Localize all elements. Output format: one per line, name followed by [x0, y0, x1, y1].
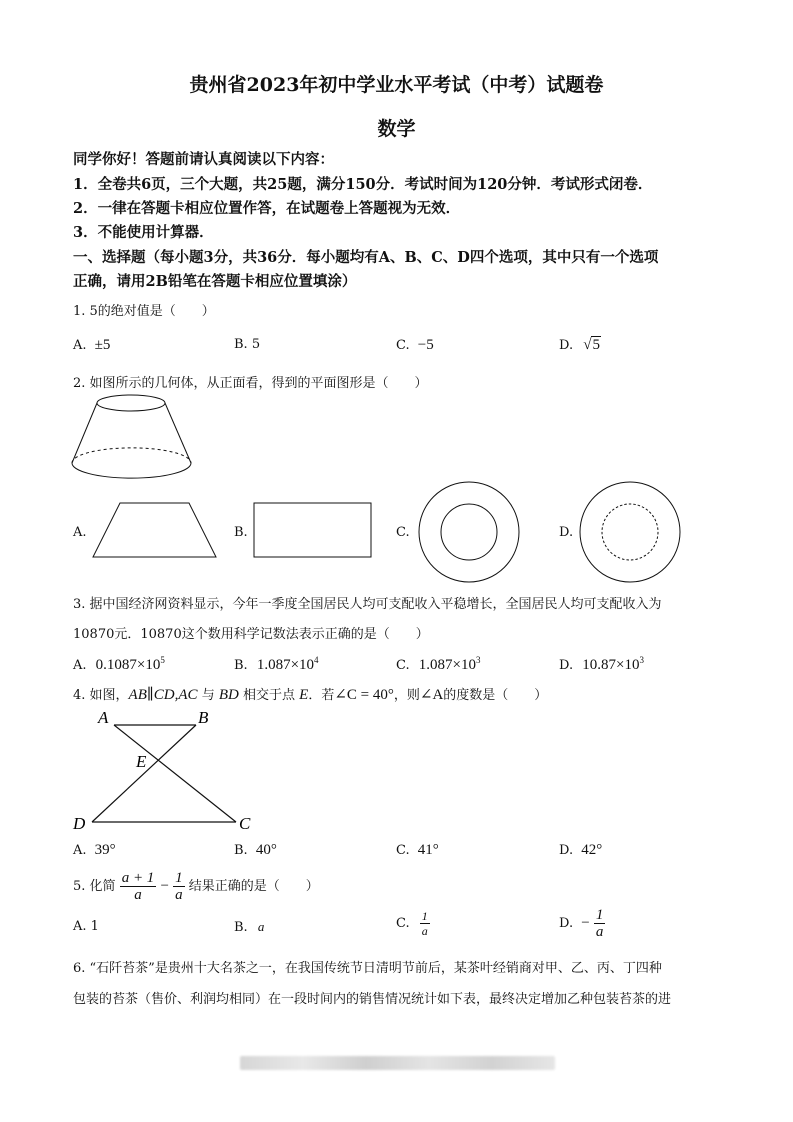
q5-fraction-1-numerator: a + 1	[121, 870, 155, 886]
notice-item-3: 3．不能使用计算器．	[73, 224, 214, 241]
q5-option-d-numerator: 1	[595, 907, 604, 923]
q5-fraction-1	[120, 870, 157, 903]
q4-option-b	[234, 842, 277, 859]
q4-option-c-label: C.	[396, 843, 410, 858]
q4-stem-part: 4. 如图，	[73, 688, 129, 703]
sqrt-expression: √5	[583, 337, 600, 353]
q4-stem-part: 的度数是（ ）	[443, 688, 548, 703]
q3-option-b-base: 1.087×10	[256, 657, 315, 673]
q4-option-b-value: 40°	[255, 842, 277, 858]
q5-fraction-2	[173, 870, 185, 903]
subject-title: 数学	[377, 118, 416, 140]
frustum-left-edge	[72, 403, 97, 463]
q1-option-c-label: C.	[396, 338, 410, 353]
blurred-watermark	[240, 1056, 555, 1070]
q5-option-a: A. 1	[73, 919, 99, 934]
q5-option-b-value: a	[257, 919, 265, 934]
q4-option-b-label: B.	[234, 843, 248, 858]
q5-option-d	[559, 905, 605, 942]
q5-stem-part: 结果正确的是（ ）	[188, 879, 319, 894]
q2-option-c: C.	[396, 525, 410, 540]
intersecting-lines-figure	[70, 708, 260, 836]
q3-option-a-label: A.	[73, 658, 87, 673]
q5-option-d-label: D.	[559, 916, 574, 931]
label-c: C	[239, 814, 251, 833]
q2-stem: 2. 如图所示的几何体，从正面看，得到的平面图形是（ ）	[73, 376, 428, 391]
concentric-circles-dashed	[578, 480, 682, 584]
q6-line1: 6. “石阡苔茶”是贵州十大名茶之一，在我国传统节日清明节前后，某茶叶经销商对甲、乙、丙、丁四种	[73, 961, 662, 976]
q5-option-b	[234, 919, 264, 935]
notice-heading: 同学你好！答题前请认真阅读以下内容：	[73, 151, 334, 168]
q1-option-a-label: A.	[73, 338, 87, 353]
q5-option-c-label: C.	[396, 916, 410, 931]
q3-stem-line1: 3. 据中国经济网资料显示，今年一季度全国居民人均可支配收入平稳增长，全国居民人均可支配收入为	[73, 597, 662, 612]
q1-option-c	[396, 337, 434, 354]
q5-minus: −	[160, 878, 169, 894]
q4-option-d	[559, 842, 602, 859]
q4-stem-part: ．若	[308, 688, 335, 703]
q4-stem-part: 相交于点	[243, 688, 296, 703]
q6-line2: 包装的苔茶（售价、利润均相同）在一段时间内的销售情况统计如下表，最终决定增加乙种包装苔茶的进	[73, 992, 672, 1007]
notice-item-1: 1．全卷共6页，三个大题，共25题，满分150分．考试时间为120分钟．考试形式闭卷．	[73, 176, 653, 193]
q3-option-d-exp: 3	[639, 655, 644, 665]
q3-option-c-base: 1.087×10	[418, 657, 476, 673]
segment-bd	[92, 725, 196, 822]
label-b: B	[198, 708, 209, 727]
q3-option-a	[73, 655, 165, 674]
segment-ac	[114, 725, 236, 822]
q5-fraction-1-denominator: a	[134, 887, 142, 903]
label-a: A	[98, 708, 109, 727]
q3-option-b-label: B.	[234, 658, 248, 673]
q1-option-c-value: −5	[417, 337, 434, 353]
label-e: E	[136, 752, 147, 771]
label-d: D	[73, 814, 86, 833]
q5-option-d-fraction	[594, 907, 606, 940]
q3-option-c-label: C.	[396, 658, 410, 673]
q2-option-d: D.	[559, 525, 574, 540]
q3-option-b	[234, 655, 319, 674]
q4-stem-part: 与	[201, 688, 215, 703]
q5-option-d-sign: −	[581, 915, 590, 931]
q2-option-b: B.	[234, 525, 248, 540]
trapezoid-shape	[90, 500, 220, 560]
section1-line1: 一、选择题（每小题3分，共36分．每小题均有A、B、C、D四个选项，其中只有一个选项	[73, 249, 659, 266]
q4-option-d-label: D.	[559, 843, 574, 858]
q4-option-a-value: 39°	[94, 842, 116, 858]
q3-option-d	[559, 655, 644, 674]
q3-option-a-exp: 5	[160, 655, 165, 665]
q4-stem-math: ∠C = 40°	[334, 687, 394, 703]
q1-option-a-value: ±5	[94, 337, 111, 353]
q5-fraction-2-numerator: 1	[175, 870, 183, 886]
q3-option-d-label: D.	[559, 658, 574, 673]
concentric-circles-solid	[417, 480, 521, 584]
q5-stem	[73, 866, 319, 907]
q4-stem-math: E	[299, 687, 309, 703]
q5-fraction-2-denominator: a	[175, 887, 183, 903]
notice-item-2: 2．一律在答题卡相应位置作答，在试题卷上答题视为无效．	[73, 200, 461, 217]
q4-option-d-value: 42°	[581, 842, 603, 858]
q4-stem	[73, 684, 547, 704]
q3-stem-line2: 10870元．10870这个数用科学记数法表示正确的是（ ）	[73, 627, 429, 642]
q2-option-a: A.	[73, 525, 87, 540]
q5-option-b-label: B.	[234, 920, 248, 935]
q1-option-d-label: D.	[559, 338, 574, 353]
q4-option-a	[73, 842, 116, 859]
q4-stem-math: AB∥CD,AC	[128, 687, 198, 703]
q4-stem-math: ∠A	[419, 687, 444, 703]
rectangle-shape	[252, 501, 374, 559]
q4-option-c-value: 41°	[417, 842, 439, 858]
q1-option-b: B. 5	[234, 337, 261, 352]
q1-stem: 1. 5的绝对值是（ ）	[73, 304, 215, 319]
q3-option-b-exp: 4	[314, 655, 319, 665]
q4-stem-part: ，则	[393, 688, 420, 703]
q4-option-a-label: A.	[73, 843, 87, 858]
q5-option-d-denominator: a	[595, 924, 604, 940]
q1-option-d-value: 5	[592, 337, 600, 353]
q3-option-c-exp: 3	[475, 655, 481, 665]
page-title: 贵州省2023年初中学业水平考试（中考）试题卷	[189, 74, 604, 96]
q4-stem-math: BD	[218, 687, 239, 703]
section1-line2: 正确，请用2B铅笔在答题卡相应位置填涂）	[73, 273, 357, 290]
q5-option-c-numerator: 1	[421, 909, 428, 923]
q5-option-c-fraction	[420, 909, 430, 938]
q3-option-c	[396, 655, 480, 674]
q5-option-c-denominator: a	[421, 924, 428, 938]
q3-option-d-base: 10.87×10	[582, 657, 640, 673]
q1-option-a	[73, 337, 110, 354]
frustum-top-ellipse	[97, 395, 165, 411]
q5-stem-part: 5. 化简	[73, 879, 116, 894]
q3-option-a-base: 0.1087×10	[95, 657, 161, 673]
q4-option-c	[396, 842, 439, 859]
q1-option-d	[559, 337, 601, 354]
q5-option-c	[396, 909, 430, 939]
frustum-bottom-front	[72, 463, 191, 478]
frustum-bottom-back	[72, 448, 191, 463]
frustum-figure	[70, 393, 195, 483]
